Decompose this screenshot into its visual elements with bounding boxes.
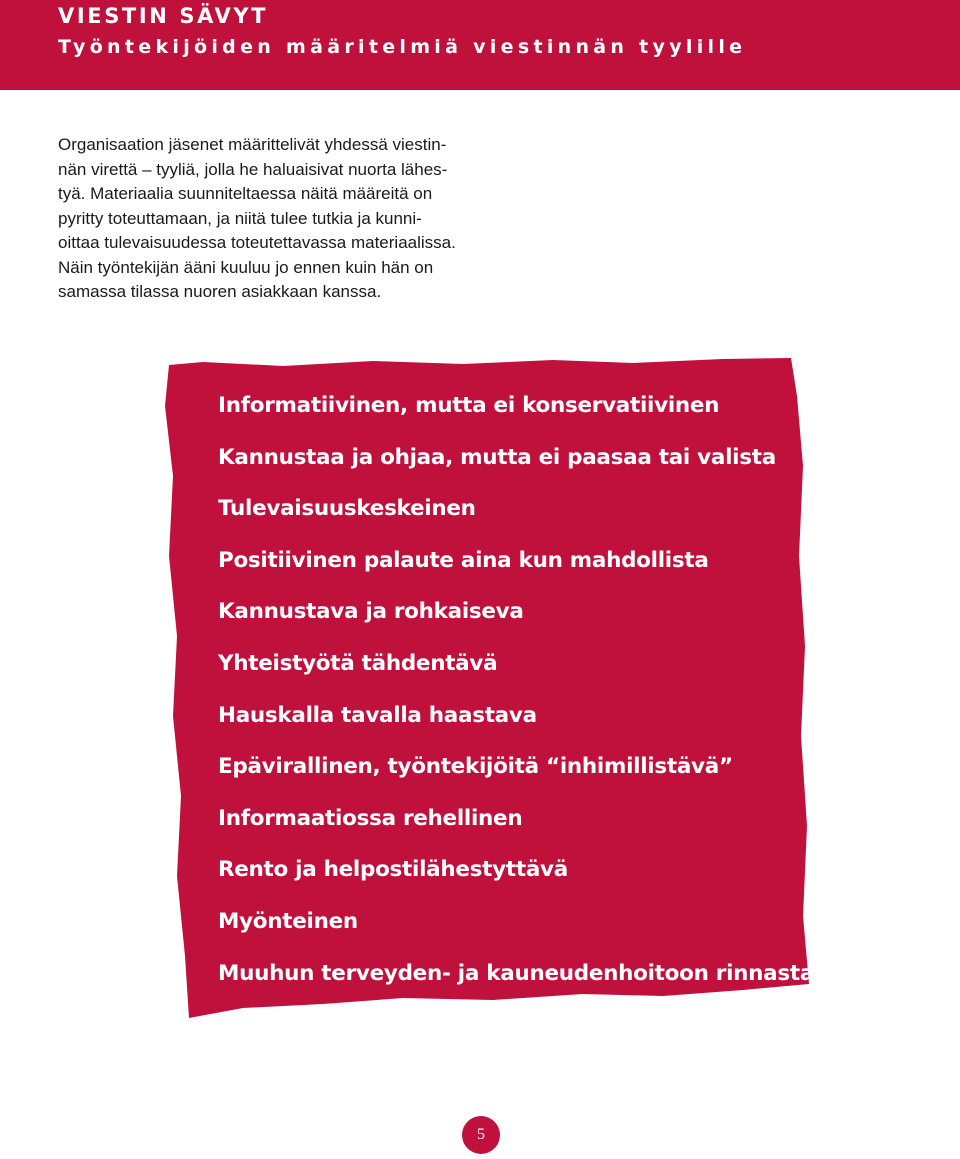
list-item: Myönteinen <box>218 908 358 934</box>
header-banner <box>0 0 960 90</box>
list-item: Muuhun terveyden- ja kauneudenhoitoon rinnastava <box>218 960 842 986</box>
intro-line: Organisaation jäsenet määrittelivät yhdessä viestin- <box>58 135 447 154</box>
list-item: Tulevaisuuskeskeinen <box>218 496 476 522</box>
list-item: Yhteistyötä tähdentävä <box>218 650 498 676</box>
intro-line: tyä. Materiaalia suunniteltaessa näitä määreitä on <box>58 184 433 203</box>
list-item: Positiivinen palaute aina kun mahdollista <box>218 547 709 573</box>
list-item: Kannustaa ja ohjaa, mutta ei paasaa tai valista <box>218 444 776 470</box>
page-subtitle: Työntekijöiden määritelmiä viestinnän tyylille <box>58 36 747 58</box>
intro-line: samassa tilassa nuoren asiakkaan kanssa. <box>58 282 382 301</box>
list-item: Kannustava ja rohkaiseva <box>218 599 524 625</box>
page-number-badge <box>462 1116 500 1154</box>
intro-line: Näin työntekijän ääni kuuluu jo ennen kuin hän on <box>58 257 434 277</box>
page-title: VIESTIN SÄVYT <box>58 4 269 28</box>
intro-line: nän virettä – tyyliä, jolla he haluaisivat nuorta lähes- <box>58 159 448 179</box>
list-item: Rento ja helpostilähestyttävä <box>218 857 568 883</box>
tone-list <box>218 390 842 1009</box>
intro-line: oittaa tulevaisuudessa toteutettavassa materiaalissa. <box>58 233 456 252</box>
intro-paragraph <box>58 133 478 305</box>
list-item: Hauskalla tavalla haastava <box>218 702 537 728</box>
list-item: Informatiivinen, mutta ei konservatiivinen <box>218 393 720 418</box>
list-item: Epävirallinen, työntekijöitä “inhimillistävä” <box>218 754 733 780</box>
page-number: 5 <box>477 1126 485 1143</box>
intro-line: pyritty toteuttamaan, ja niitä tulee tutkia ja kunni- <box>58 208 422 228</box>
list-item: Informaatiossa rehellinen <box>218 805 523 831</box>
